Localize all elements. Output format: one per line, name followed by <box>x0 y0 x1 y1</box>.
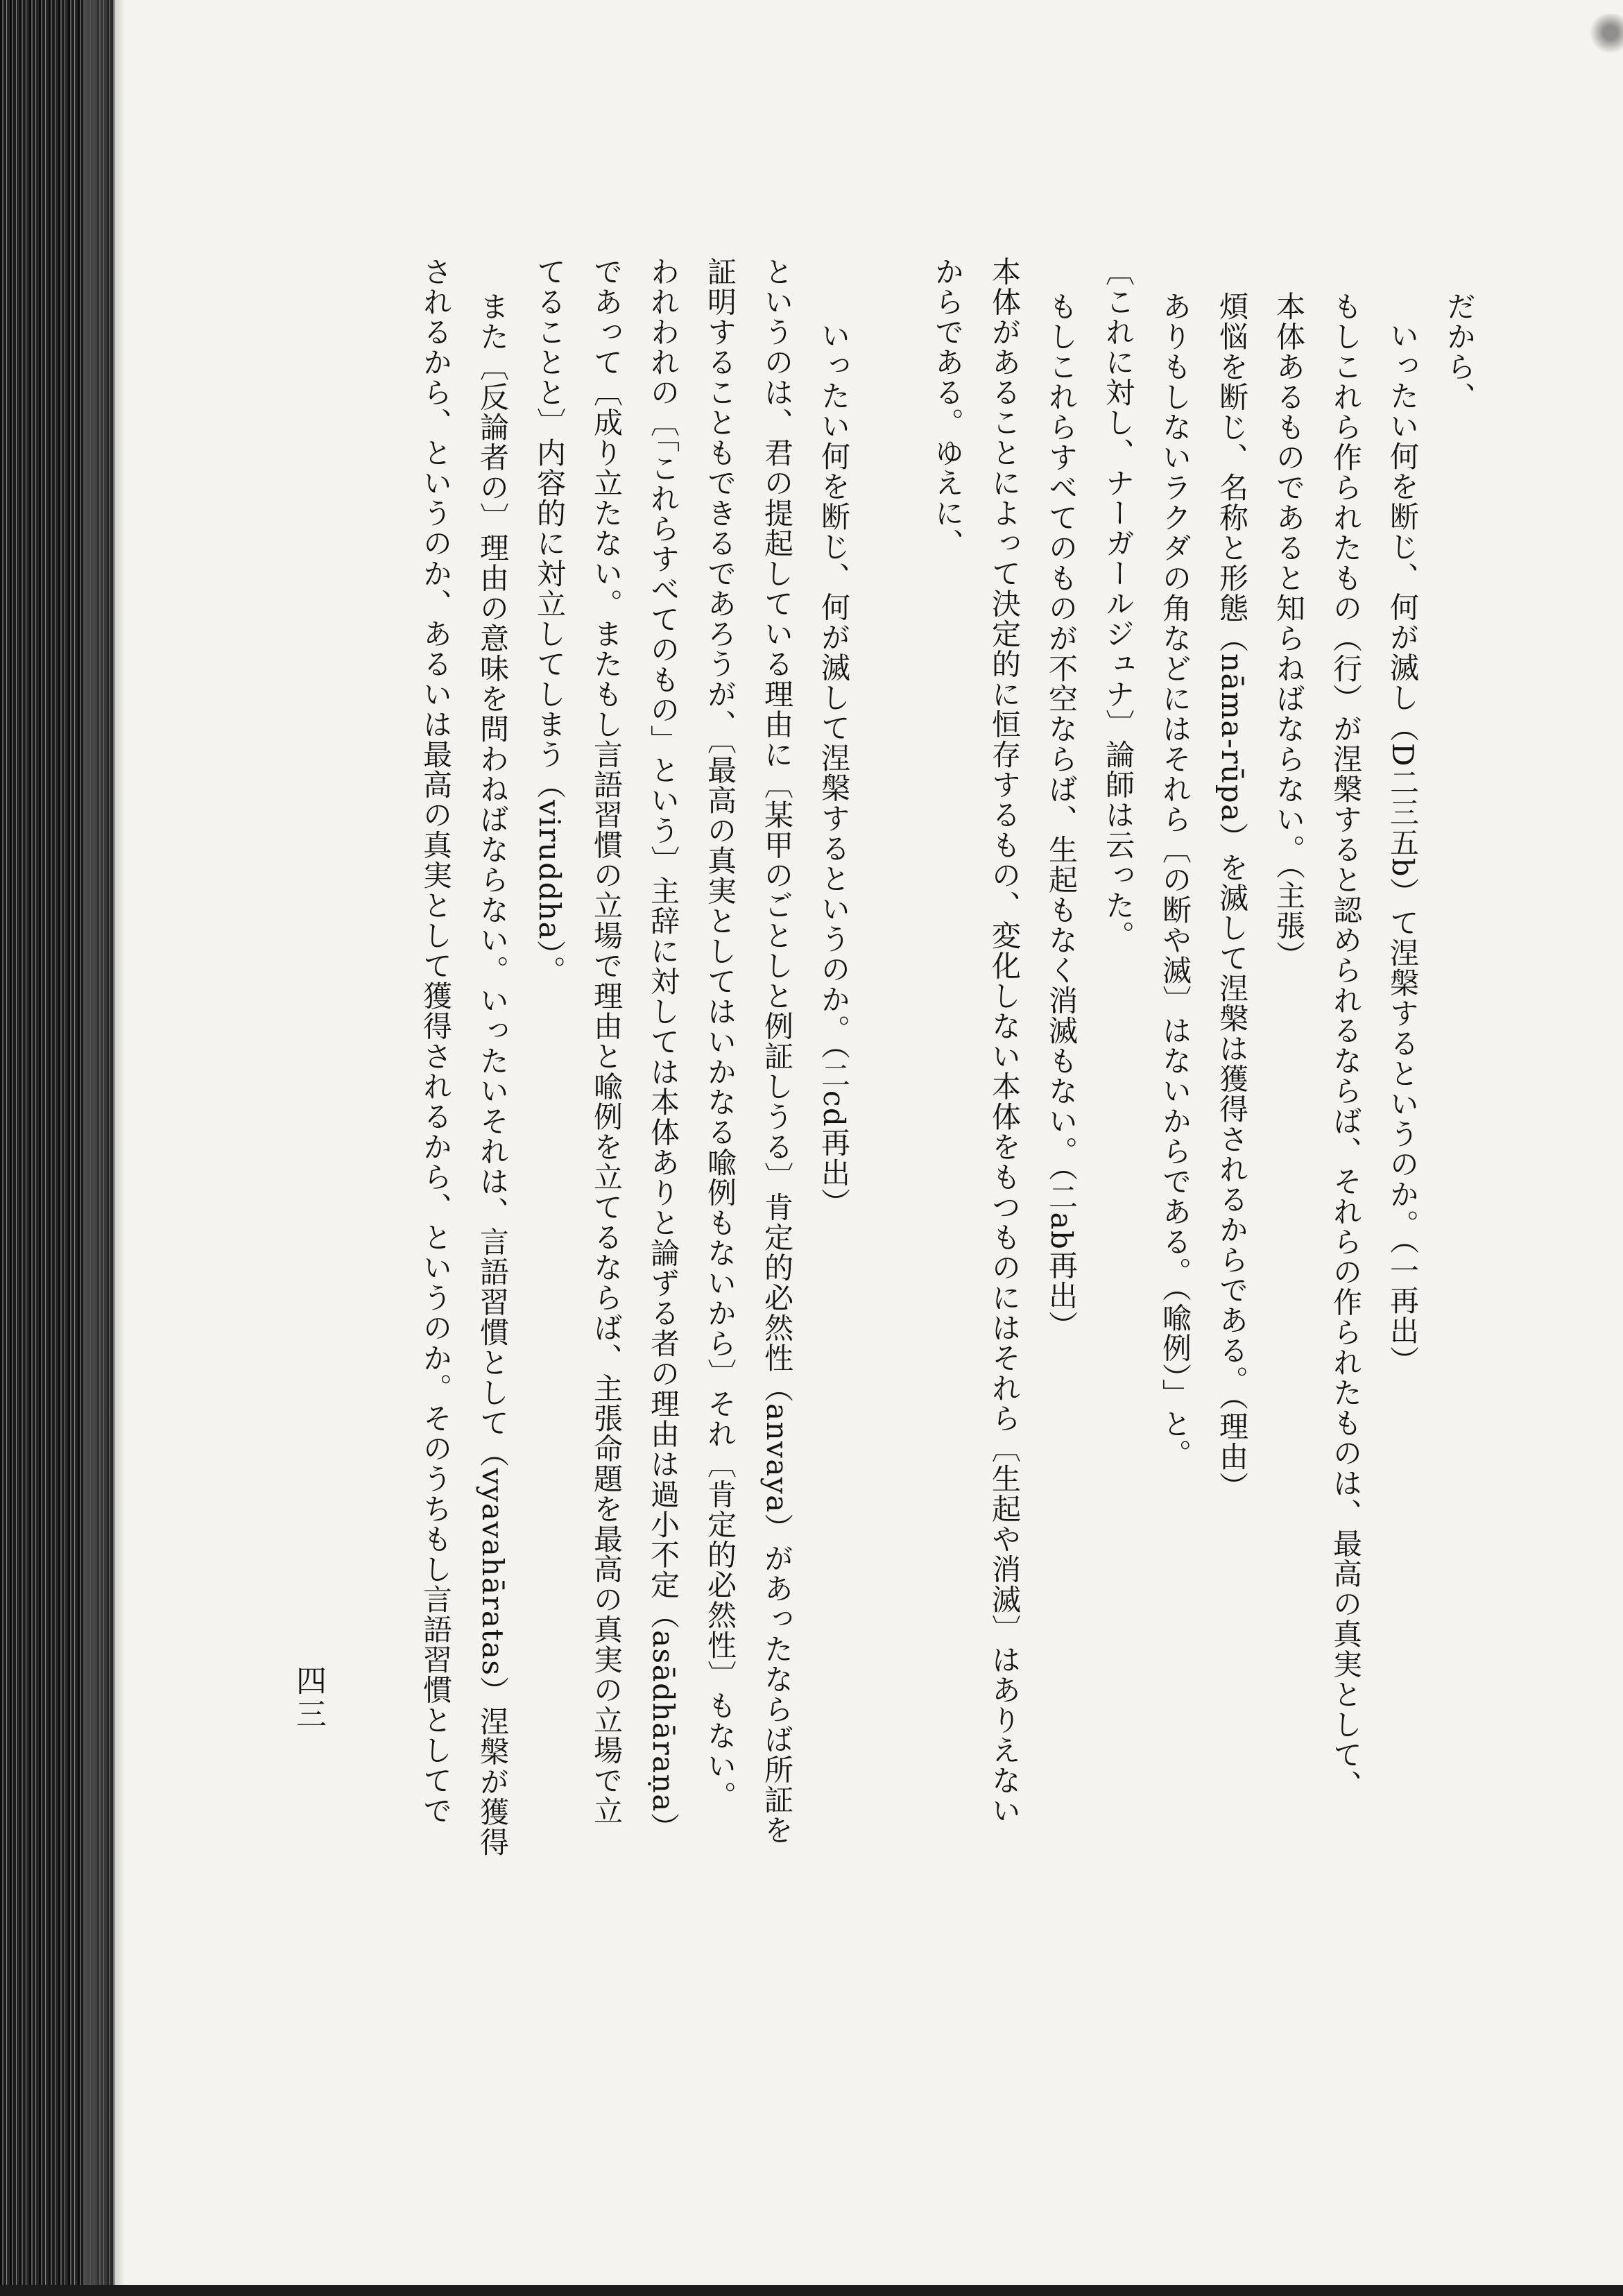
text-line: われわれの〔「これらすべてのもの」という〕主辞に対しては本体ありと論ずる者の理由は過小不定（asādhāraṇa） <box>646 257 680 1843</box>
text-line: 本体があることによって決定的に恒存するもの、変化しない本体をもつものにはそれら〔生起や消滅〕はありえない <box>988 257 1022 1826</box>
page-number: 四三 <box>291 1665 326 1731</box>
text-line: 証明することもできるであろうが、〔最高の真実としてはいかなる喩例もないから〕それ〔肯定的必然性〕もない。 <box>703 257 737 1811</box>
scan-bottom-edge <box>0 2285 1623 2296</box>
text-line: 煩悩を断じ、名称と形態（nāma-rūpa）を滅して涅槃は獲得されるからである。（理由） <box>1215 291 1249 1502</box>
text-line: いったい何を断じ、何が滅し（D二三五b）て涅槃するというのか。（一再出） <box>1386 320 1420 1376</box>
text-line: もしこれら作られたもの（行）が涅槃すると認められるならば、それらの作られたものは、最高の真実として、 <box>1329 291 1363 1801</box>
text-line: てることと〕内容的に対立してしまう（viruddha）。 <box>533 257 567 986</box>
text-line: いったい何を断じ、何が滅して涅槃するというのか。（二cd再出） <box>817 320 851 1219</box>
text-line: だから、 <box>1443 291 1477 413</box>
text-line: 本体あるものであると知らねばならない。（主張） <box>1272 291 1306 971</box>
text-line: というのは、君の提起している理由に〔某甲のごとしと例証しうる〕肯定的必然性（anvaya）があったならば所証を <box>760 257 794 1846</box>
text-line: されるから、というのか、あるいは最高の真実として獲得されるから、というのか。そのうちもし言語習慣としてで <box>419 257 453 1826</box>
scan-binding-fade <box>83 0 125 2296</box>
text-line: また〔反論者の〕理由の意味を問わねばならない。いったいそれは、言語習慣として（vyavahāratas）涅槃が獲得 <box>476 291 510 1858</box>
text-line: 〔これに対し、ナーガールジュナ〕論師は云った。 <box>1101 257 1135 951</box>
body-text <box>305 257 1488 2130</box>
text-line: もしこれらすべてのものが不空ならば、生起もなく消滅もない。（二ab再出） <box>1045 291 1079 1342</box>
paragraph-gap <box>862 257 919 2130</box>
text-line: であって〔成り立たない。またもし言語習慣の立場で理由と喩例を立てるならば、主張命題を最高の真実の立場で立 <box>590 257 624 1826</box>
text-line: ありもしないラクダの角などにはそれら〔の断や滅〕はないからである。（喩例）」と。 <box>1158 291 1192 1470</box>
scan-corner-smudge <box>1561 14 1623 76</box>
text-line: からである。ゆえに、 <box>931 257 965 558</box>
